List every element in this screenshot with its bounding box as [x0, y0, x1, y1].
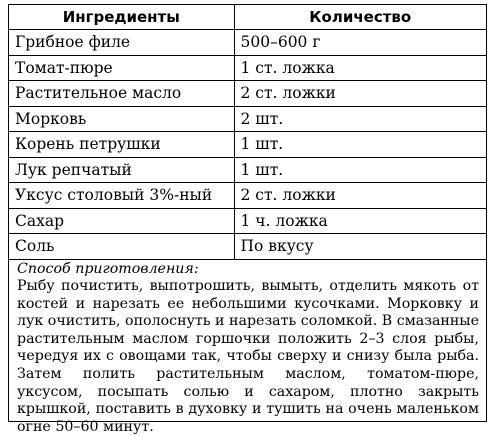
table-row [9, 157, 486, 183]
preparation-method [9, 260, 486, 436]
ingredient-cell: Соль [9, 234, 234, 260]
method-title: Способ приготовления: [17, 261, 479, 279]
table-row [9, 234, 486, 260]
quantity-cell: По вкусу [234, 234, 486, 260]
header-quantity: Количество [234, 5, 486, 30]
ingredient-cell: Грибное филе [9, 30, 234, 56]
quantity-cell: 1 ст. ложка [234, 55, 486, 81]
table-row [9, 183, 486, 209]
ingredients-table [9, 5, 486, 260]
recipe-frame [8, 4, 487, 422]
ingredient-cell: Корень петрушки [9, 132, 234, 158]
table-row [9, 106, 486, 132]
quantity-cell: 1 ч. ложка [234, 208, 486, 234]
ingredient-cell: Томат-пюре [9, 55, 234, 81]
quantity-cell: 500–600 г [234, 30, 486, 56]
quantity-cell: 2 шт. [234, 106, 486, 132]
ingredient-cell: Сахар [9, 208, 234, 234]
table-row [9, 30, 486, 56]
quantity-cell: 2 ст. ложки [234, 81, 486, 107]
table-row [9, 132, 486, 158]
table-header-row [9, 5, 486, 30]
ingredient-cell: Растительное масло [9, 81, 234, 107]
ingredient-cell: Уксус столовый 3%-ный [9, 183, 234, 209]
quantity-cell: 1 шт. [234, 132, 486, 158]
quantity-cell: 2 ст. ложки [234, 183, 486, 209]
method-text: Рыбу почистить, выпотрошить, вымыть, отделить мякоть от костей и нарезать ее небольшими кусочками. Морковку и лук очистить, ополоснуть и нарезать соломкой. В смазанные растительным маслом горшочки положить 2–3 слоя рыбы, чередуя их с овощами так, чтобы сверху и снизу была рыба. Затем полить растительным маслом, томатом-пюре, уксусом, посыпать солью и сахаром, плотно закрыть крышкой, поставить в духовку и тушить на очень маленьком огне 50–60 минут. [17, 278, 479, 435]
header-ingredients: Ингредиенты [9, 5, 234, 30]
table-row [9, 81, 486, 107]
quantity-cell: 1 шт. [234, 157, 486, 183]
table-row [9, 55, 486, 81]
table-row [9, 208, 486, 234]
ingredient-cell: Морковь [9, 106, 234, 132]
ingredient-cell: Лук репчатый [9, 157, 234, 183]
